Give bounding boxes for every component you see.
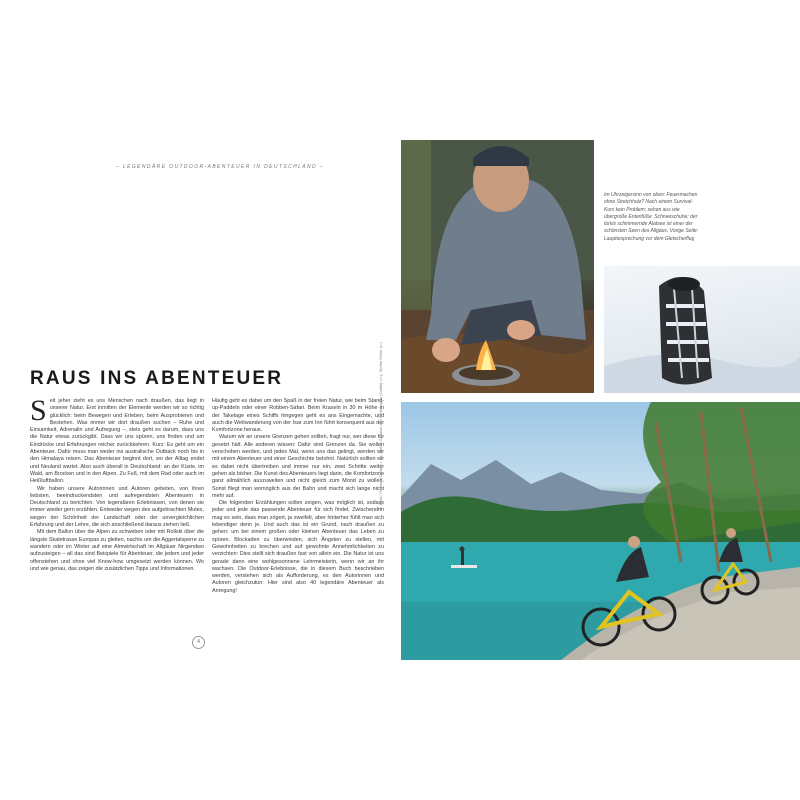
paragraph: Wir haben unsere Autorinnen und Autoren gebeten, von ihren liebsten, beeindruckendsten und aufregendsten Abenteuern in Deutschland zu berichten. Von legendären Erlebnissen, von denen sie immer wieder gern erzählen. Entweder wegen des aufgebrachten Mutes, wegen der Schönheit der Landschaft oder der unvergleichlichen Erfahrung und der Lehre, die sich anschließend daraus ziehen ließ. — [30, 485, 204, 529]
paragraph: Häufig geht es dabei um den Spaß in der freien Natur, wie beim Stand-up-Paddeln oder einer Robben-Safari. Beim Kraxeln in 30 m Höhe in der Takelage eines Schiffs hingegen geht es ans Eingemachte, und auch die Weitwanderung von der Isar zum Inn führt konsequent aus der Komfortzone heraus. — [212, 398, 384, 434]
text-column-right — [212, 398, 384, 595]
intro-paragraph — [30, 394, 204, 486]
intro-paragraph-text: eit jeher zieht es uns Menschen nach draußen, das liegt in unserer Natur. Erst inmitten der Elemente werden wir so richtig glücklich: beim Bewegen und Erleben, beim Ausprobieren und Bestehen. Was immer wir dort draußen suchen – Ruhe und Einsamkeit, Adrenalin und Aufregung –, stets geht es darum, dass uns die Natur etwas zurückgibt. Dass wir uns spüren, uns finden und um Eindrücke und Erfahrungen reicher zurückkehren. Kurz: Es geht um ein Abenteuer. Dafür muss man weder ins australische Outback noch bis in den Himalaya reisen. Das Abenteuer beginnt dort, wo der Alltag endet und Neuland wartet. Also auch überall in Deutschland: an der Küste, im Wald, am Brocken und in den Alpen. Zu Fuß, mit dem Rad oder auch im Heißluftballon. — [30, 398, 204, 485]
snowshoe-illustration — [604, 266, 800, 393]
text-column-left — [30, 394, 204, 573]
paragraph: Die folgenden Erzählungen sollen zeigen, was möglich ist, sodass jeder und jede das passende Abenteuer für sich findet. Zwischendrin mag es sein, dass man zögert, ja zweifelt, aber hinterher fühlt man sich lebendiger denn je. Und auch das ist ein Grund, nach draußen zu gehen: um bei einem großen oder kleinen Abenteuer das Leben zu spüren. Blockaden zu überwinden, sich Ängsten zu stellen, mit Gewohnheiten zu brechen und auf gewohnte Annehmlichkeiten zu verzichten: Dies stellt sich draußen fast von allein ein. Die Natur ist uns gerade dann eine wohlgesonnene Lehrmeisterin, wenn wir an ihr wachsen. Die Outdoor-Erlebnisse, die in diesem Buch beschrieben werden, verstehen sich als Aufforderung, es den Autorinnen und Autoren gleichzutun: Hier sind also 40 legendäre Abenteuer als Anregung! — [212, 500, 384, 594]
drop-cap: S — [30, 394, 47, 427]
fire-making-illustration — [401, 140, 594, 393]
page-number: 4 — [192, 636, 205, 649]
photo-caption: Im Uhrzeigersinn von oben: Feuermachen ohne Streichholz? Nach einem Survival-Kurs kein Problem; sehen aus wie übergroße Entenfüße: Schneeschuhe; der türkis schimmernde Alatsee ist einer der schönsten Seen des Allgäus. Vorige Seite: Laupbesprechung vor dem Gletscherflug — [604, 192, 699, 242]
photo-credit: © Julian Thomas (Ostfal) u. li.); Stefan Schulze von Sternflügeln (Ostfal) u.r.); Stefan Roller (o.) — [378, 342, 383, 510]
fire-making-photo — [401, 140, 594, 393]
paragraph: Warum wir an unsere Grenzen gehen sollten, fragt nur, wer diese für gesetzt hält. Alle anderen wissen: Dafür sind Grenzen da. Sie wollen verschoben werden, und jedes Mal, wenn uns das gelingt, werden wir mit einem Abenteuer und einer Geschichte belohnt. Natürlich sollten wir es dabei nicht übertreiben und immer nur ein, zwei Schritte weiter gehen als bisher. Die Kunst des Abenteuers liegt darin, die Komfortzone ganz allmählich auszuweiten und nicht gleich zum Mond zu wollen. Sonst fliegt man womöglich aus der Bahn und macht sich lange nicht mehr auf. — [212, 434, 384, 499]
lake-cycling-photo — [401, 402, 800, 660]
page-title: RAUS INS ABENTEUER — [30, 368, 284, 389]
running-head: – LEGENDÄRE OUTDOOR-ABENTEUER IN DEUTSCHLAND – — [115, 164, 325, 170]
snowshoe-photo — [604, 266, 800, 393]
lake-cycling-illustration — [401, 402, 800, 660]
paragraph: Mit dem Ballon über die Alpen zu schweben oder mit Rollski über die längste Skatetrasse Europas zu gleiten, nachts um die Aggertalsperre zu wandern oder im Winter auf eine Almwirtschaft im Allgäuer Nirgendwo aufzusteigen – all das sind Beispiele für Abenteuer, die jedem und jeder offenstehen und ohne viel Know-how umgesetzt werden können. Wo und wie genau, das zeigen die zusätzlichen Tipps und Informationen. — [30, 529, 204, 572]
